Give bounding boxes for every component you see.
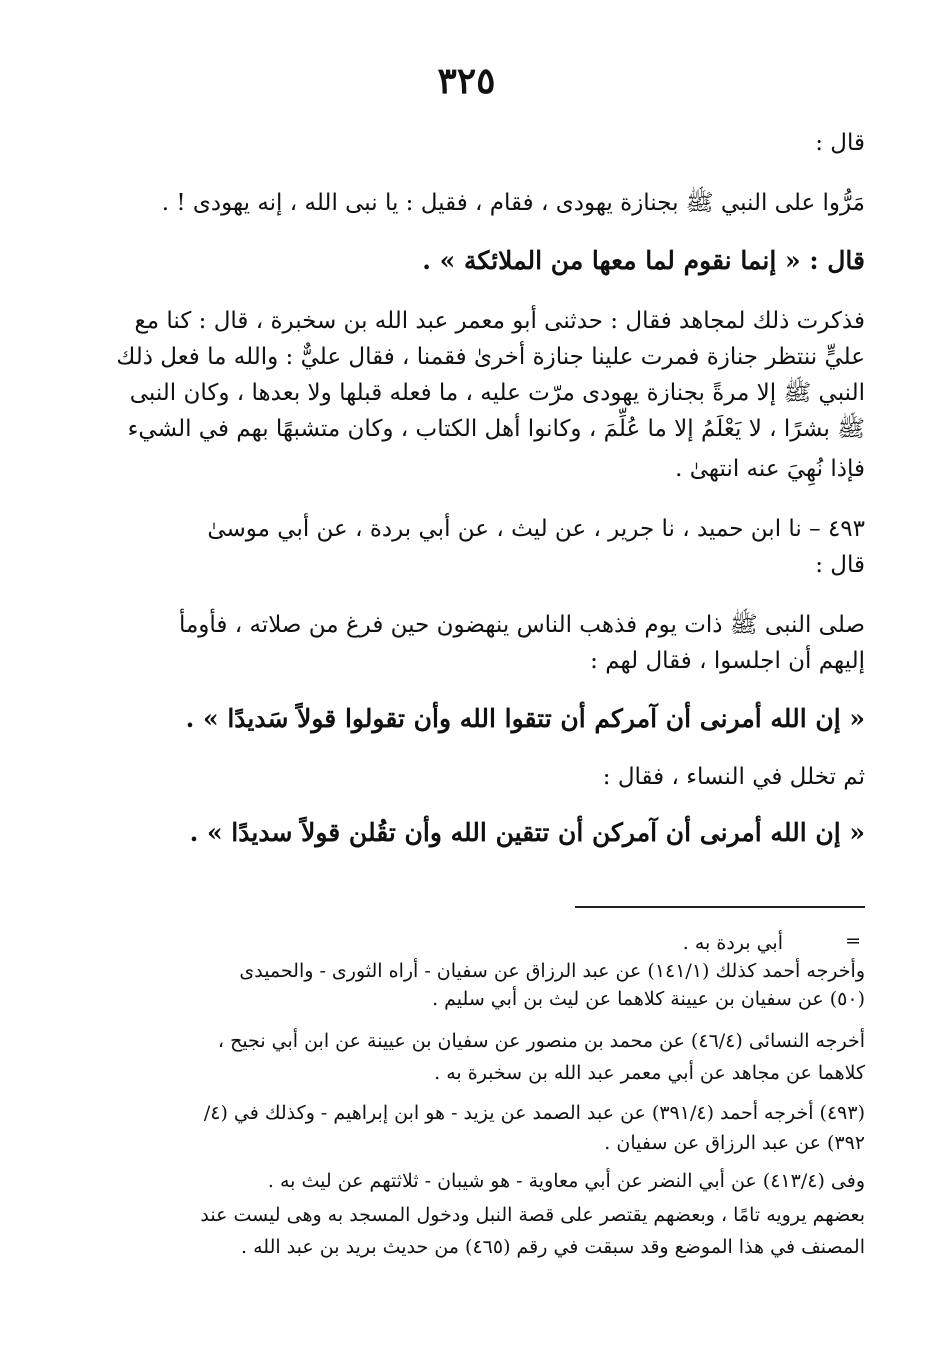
footnote-line: وأخرجه أحمد كذلك (١٤١/١) عن عبد الرزاق عن سفيان - أراه الثورى - والحميدى	[239, 960, 865, 982]
body-line: ثم تخلل في النساء ، فقال :	[602, 764, 865, 790]
prophet-quote-line: « إن الله أمرنى أن آمركم أن تتقوا الله وأن تقولوا قولاً سَديدًا » .	[185, 704, 865, 733]
body-line: صلى النبى ﷺ ذات يوم فذهب الناس ينهضون حين فرغ من صلاته ، فأومأ	[178, 612, 865, 638]
footnote-line: وفى (٤١٣/٤) عن أبي النضر عن أبي معاوية - هو شيبان - ثلاثتهم عن ليث به .	[267, 1170, 865, 1192]
page-number: ٣٢٥	[437, 60, 496, 102]
footnote-line: ٣٩٢) عن عبد الرزاق عن سفيان .	[604, 1132, 865, 1154]
footnote-line: أبي بردة به .	[682, 932, 783, 954]
body-line: فذكرت ذلك لمجاهد فقال : حدثنى أبو معمر عبد الله بن سخبرة ، قال : كنا مع	[134, 308, 865, 334]
footnote-line: (٤٩٣) أخرجه أحمد (٣٩١/٤) عن عبد الصمد عن يزيد - هو ابن إبراهيم - وكذلك في (٤/	[203, 1102, 865, 1124]
footnote-divider	[575, 906, 865, 908]
hadith-number-line: ٤٩٣ – نا ابن حميد ، نا جرير ، عن ليث ، عن أبي بردة ، عن أبي موسىٰ	[207, 516, 865, 542]
footnote-continuation-marker: =	[845, 930, 861, 952]
body-line: قال :	[815, 130, 865, 156]
footnote-line: (٥٠) عن سفيان بن عيينة كلاهما عن ليث بن أبي سليم .	[432, 988, 865, 1010]
prophet-quote-line: « إن الله أمرنى أن آمركن أن تتقين الله وأن تقُلن قولاً سديدًا » .	[189, 818, 865, 847]
body-line: مَرُّوا على النبي ﷺ بجنازة يهودى ، فقام ، فقيل : يا نبى الله ، إنه يهودى ! .	[161, 190, 865, 216]
body-line: ﷺ بشرًا ، لا يَعْلَمُ إلا ما عُلِّمَ ، وكانوا أهل الكتاب ، وكان متشبهًا بهم في الشيء	[127, 416, 865, 442]
body-line: قال :	[815, 552, 865, 578]
footnote-line: أخرجه النسائى (٤٦/٤) عن محمد بن منصور عن سفيان بن عيينة عن ابن أبي نجيح ،	[217, 1030, 865, 1052]
body-line: فإذا نُهِيَ عنه انتهىٰ .	[675, 456, 865, 482]
prophet-quote-line: قال : « إنما نقوم لما معها من الملائكة » .	[422, 246, 865, 275]
footnote-line: بعضهم يرويه تامًا ، وبعضهم يقتصر على قصة النبل ودخول المسجد به وهى ليست عند	[200, 1204, 865, 1226]
footnote-line: المصنف في هذا الموضع وقد سبقت في رقم (٤٦٥) من حديث بريد بن عبد الله .	[241, 1236, 865, 1258]
footnote-line: كلاهما عن مجاهد عن أبي معمر عبد الله بن سخبرة به .	[434, 1062, 865, 1084]
body-line: النبي ﷺ إلا مرةً بجنازة يهودى مرّت عليه ، ما فعله قبلها ولا بعدها ، وكان النبى	[129, 380, 865, 406]
body-line: عليٍّ ننتظر جنازة فمرت علينا جنازة أخرىٰ فقمنا ، فقال عليٌّ : والله ما فعل ذلك	[116, 344, 865, 370]
body-line: إليهم أن اجلسوا ، فقال لهم :	[590, 648, 865, 674]
